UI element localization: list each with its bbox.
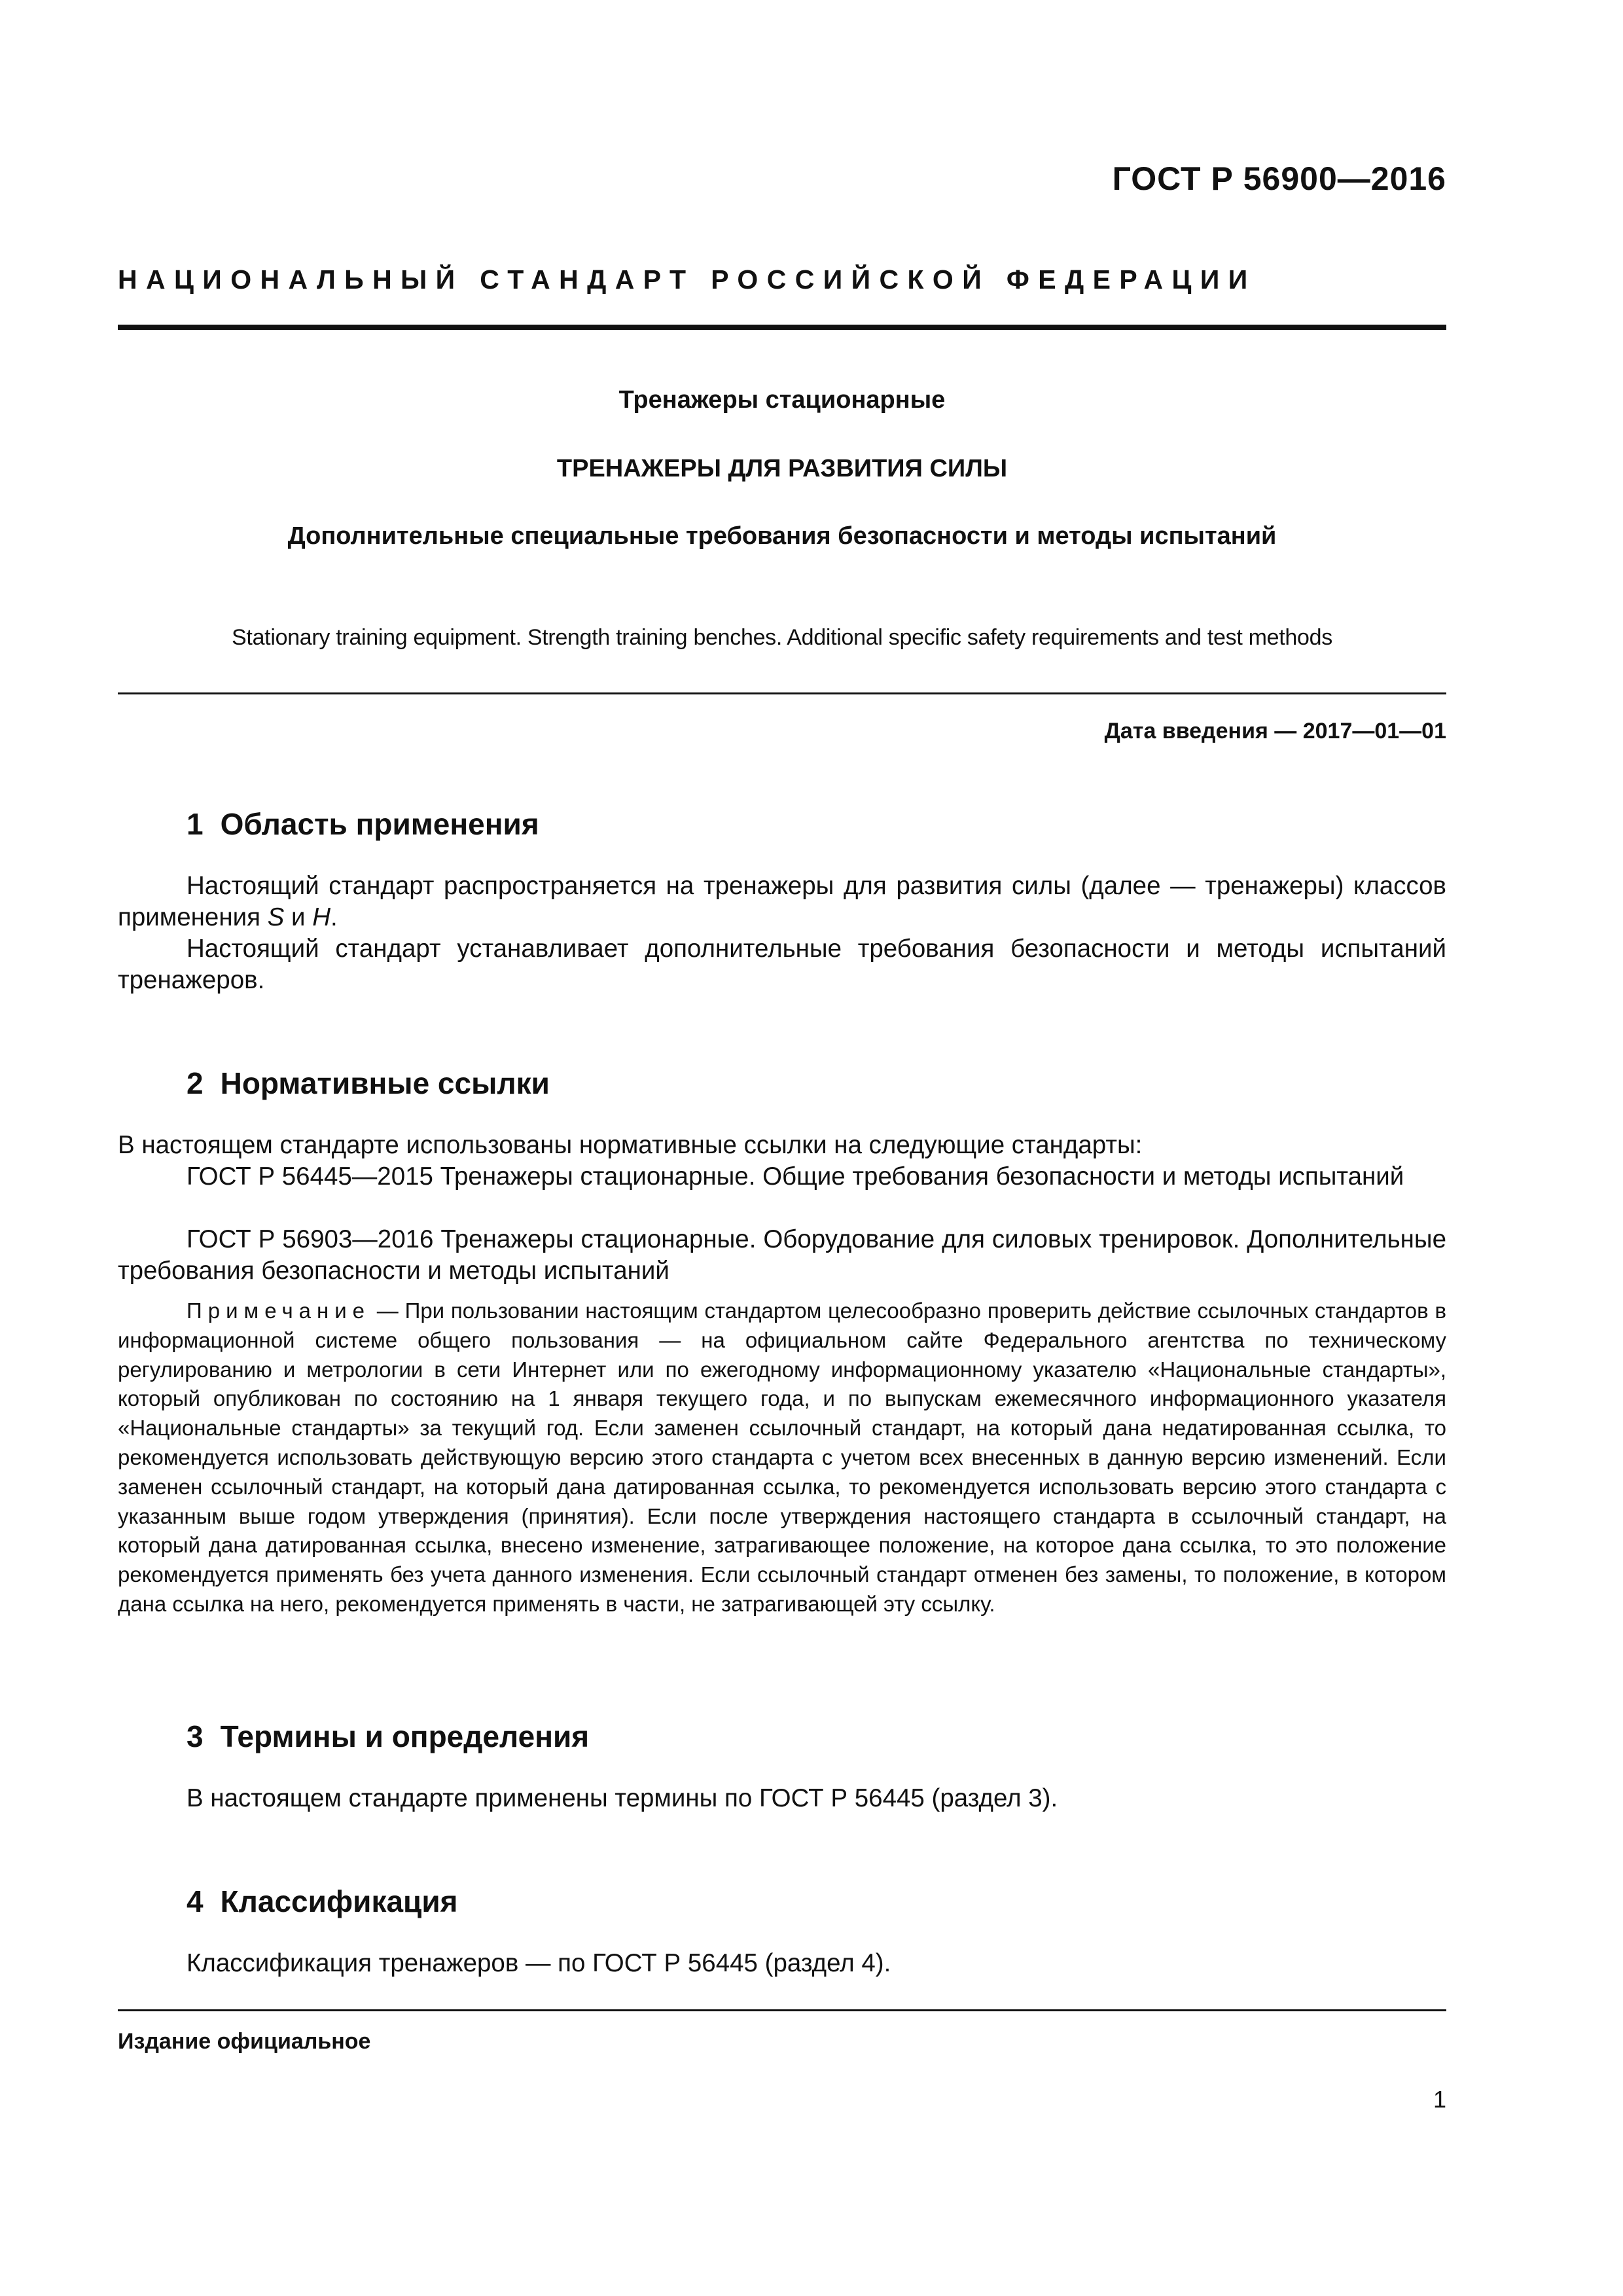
section-2-heading xyxy=(187,1066,550,1101)
scope-paragraph-2: Настоящий стандарт устанавливает дополнительные требования безопасности и методы испытаний тренажеров. xyxy=(118,935,1446,994)
scope-text: Настоящий стандарт распространяется на тренажеры для развития силы (далее — тренажеры) классов применения xyxy=(118,872,1446,931)
title-divider xyxy=(118,692,1446,694)
reference-2: ГОСТ Р 56903—2016 Тренажеры стационарные. Оборудование для силовых тренировок. Дополнительные требования безопасности и методы испытаний xyxy=(118,1225,1446,1285)
section-1-heading xyxy=(187,806,539,842)
section-4-heading xyxy=(187,1884,457,1919)
page-number: 1 xyxy=(1433,2086,1446,2113)
period: . xyxy=(330,903,338,931)
main-title: ТРЕНАЖЕРЫ ДЛЯ РАЗВИТИЯ СИЛЫ xyxy=(556,455,1008,482)
footer-divider xyxy=(118,2009,1446,2011)
general-title: Тренажеры стационарные xyxy=(618,386,946,414)
official-edition-label: Издание официальное xyxy=(118,2029,371,2054)
references-intro: В настоящем стандарте использованы нормативные ссылки на следующие стандарты: xyxy=(118,1131,1143,1159)
note-label: Примечание xyxy=(187,1299,371,1323)
gost-number: ГОСТ Р 56900—2016 xyxy=(1112,160,1446,197)
class-s: S xyxy=(267,903,285,931)
introduction-date: Дата введения — 2017—01—01 xyxy=(1104,719,1446,744)
and-word: и xyxy=(284,903,313,931)
section-title: Классификация xyxy=(220,1884,458,1918)
english-title: Stationary training equipment. Strength training benches. Additional specific safety requirements and test methods xyxy=(232,625,1332,650)
section-number: 1 xyxy=(187,807,204,841)
scope-paragraph-1 xyxy=(118,870,1446,933)
section-number: 2 xyxy=(187,1066,204,1100)
references-note xyxy=(118,1297,1446,1619)
section-number: 3 xyxy=(187,1719,204,1753)
section-3-heading xyxy=(187,1719,589,1754)
header-divider xyxy=(118,325,1446,330)
terms-paragraph: В настоящем стандарте применены термины по ГОСТ Р 56445 (раздел 3). xyxy=(187,1784,1058,1812)
note-text: — При пользовании настоящим стандартом целесообразно проверить действие ссылочных стандартов в информационной системе общего пользования — на официальном сайте Федерального агентства по техническому регулированию и метрологии в сети Интернет или по ежегодному информационному указателю «Национальные стандарты», который опубликован по состоянию на 1 января текущего года, и по выпускам ежемесячного информационного указателя «Национальные стандарты» за текущий год. Если заменен ссылочный стандарт, на который дана недатированная ссылка, то рекомендуется использовать действующую версию этого стандарта с учетом всех внесенных в данную версию изменений. Если заменен ссылочный стандарт, на который дана датированная ссылка, то рекомендуется использовать версию этого стандарта с указанным выше годом утверждения (принятия). Если после утверждения настоящего стандарта в ссылочный стандарт, на который дана датированная ссылка, внесено изменение, затрагивающее положение, на которое дана ссылка, то это положение рекомендуется применять без учета данного изменения. Если ссылочный стандарт отменен без замены, то положение, в котором дана ссылка на него, рекомендуется применять в части, не затрагивающей эту ссылку. xyxy=(118,1299,1446,1616)
subtitle: Дополнительные специальные требования безопасности и методы испытаний xyxy=(287,522,1277,550)
national-standard-title: НАЦИОНАЛЬНЫЙ СТАНДАРТ РОССИЙСКОЙ ФЕДЕРАЦИИ xyxy=(118,264,1257,295)
classification-paragraph: Классификация тренажеров — по ГОСТ Р 56445 (раздел 4). xyxy=(187,1949,891,1977)
section-title: Термины и определения xyxy=(220,1719,590,1753)
section-title: Область применения xyxy=(220,807,539,841)
reference-1: ГОСТ Р 56445—2015 Тренажеры стационарные. Общие требования безопасности и методы испытаний xyxy=(187,1162,1404,1191)
section-number: 4 xyxy=(187,1884,204,1918)
class-h: H xyxy=(312,903,331,931)
section-title: Нормативные ссылки xyxy=(220,1066,550,1100)
